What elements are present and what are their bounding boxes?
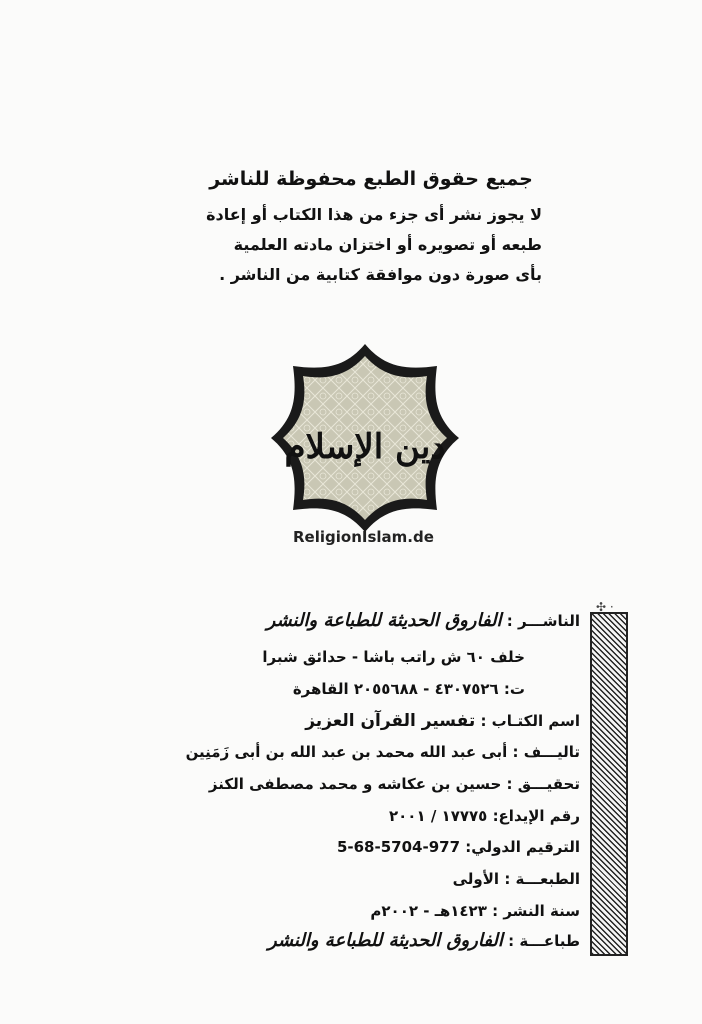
isbn: 977-5704-68-5 — [336, 838, 461, 856]
phone: ت: ٤٣٠٧٥٢٦ - ٢٠٥٥٦٨٨ القاهرة — [292, 680, 525, 698]
editor-label: تحقيـــق : — [506, 775, 580, 793]
copyright-line-3: بأى صورة دون موافقة كتابية من الناشر . — [219, 265, 542, 284]
address-row — [262, 648, 525, 666]
publisher-label: الناشـــر : — [506, 612, 580, 630]
year: ١٤٢٣هـ - ٢٠٠٢م — [370, 902, 487, 920]
isbn-label: الترقيم الدولي: — [465, 838, 580, 856]
hatched-side-bar — [590, 612, 628, 956]
edition: الأولى — [452, 870, 500, 888]
logo-caption: ReligionIslam.de — [293, 528, 434, 546]
deposit-number: ١٧٧٧٥ / ٢٠٠١ — [388, 807, 488, 825]
publisher-row — [267, 610, 580, 631]
edition-label: الطبعـــة : — [504, 870, 580, 888]
publisher-name: الفاروق الحديثة للطباعة والنشر — [266, 610, 502, 631]
deposit-label: رقم الإيداع: — [492, 807, 580, 825]
copyright-line-1: لا يجوز نشر أى جزء من هذا الكتاب أو إعادة — [206, 205, 542, 224]
edition-row — [453, 870, 580, 888]
isbn-row — [337, 838, 580, 856]
book-title: تفسير القرآن العزيز — [305, 711, 476, 731]
book-label: اسم الكتـاب : — [480, 712, 580, 730]
corner-mark-icon: ✣ · — [596, 600, 614, 614]
author: أبى عبد الله محمد بن عبد الله بن أبى زَمَنِين — [185, 743, 508, 761]
logo-emblem-icon — [267, 340, 463, 536]
author-label: تاليـــف : — [512, 743, 580, 761]
printing-label: طباعـــة : — [508, 932, 580, 950]
year-row — [370, 902, 580, 920]
copyright-title: جميع حقوق الطبع محفوظة للناشر — [209, 168, 533, 190]
publisher-logo — [267, 340, 463, 536]
year-label: سنة النشر : — [492, 902, 580, 920]
printing-row — [268, 930, 580, 951]
phone-row — [293, 680, 525, 698]
printing-name: الفاروق الحديثة للطباعة والنشر — [267, 930, 503, 951]
copyright-notice — [200, 168, 542, 290]
editor-row — [209, 775, 580, 793]
address: خلف ٦٠ ش راتب باشا - حدائق شبرا — [262, 648, 525, 666]
deposit-row — [389, 807, 580, 825]
author-row — [186, 743, 580, 761]
copyright-line-2: طبعه أو تصويره أو اختزان مادته العلمية — [233, 235, 542, 254]
logo-calligraphy: دين الإسلام — [284, 427, 446, 467]
book-title-row — [305, 711, 580, 731]
editors: حسين بن عكاشه و محمد مصطفى الكنز — [208, 775, 502, 793]
